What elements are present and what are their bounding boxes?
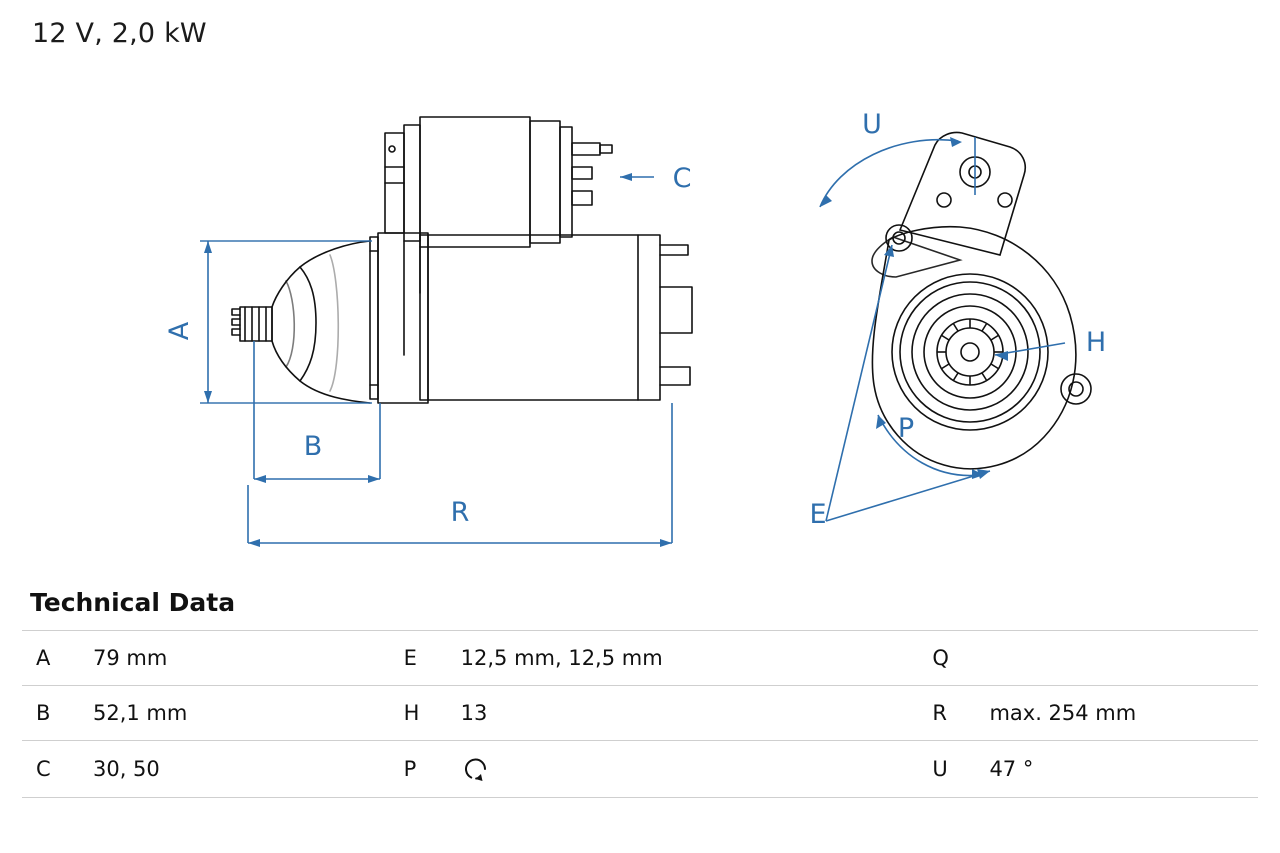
table-row <box>22 741 1258 798</box>
dimension-label-a: A <box>164 321 195 341</box>
row-key-a: A <box>22 631 79 686</box>
row-key-r: R <box>918 686 975 741</box>
row-key-q: Q <box>918 631 975 686</box>
row-value-a: 79 mm <box>79 631 390 686</box>
dimension-label-p: P <box>897 413 915 444</box>
row-key-c: C <box>22 741 79 798</box>
end-view-annotations <box>809 109 1106 530</box>
table-row <box>22 686 1258 741</box>
rotation-direction-icon <box>461 754 491 784</box>
dimension-label-r: R <box>450 497 470 528</box>
row-value-p <box>447 741 919 798</box>
dimension-label-e: E <box>809 499 827 530</box>
dimension-label-b: B <box>303 431 323 462</box>
dimension-label-u: U <box>862 109 882 140</box>
row-key-p: P <box>390 741 447 798</box>
dimension-label-h: H <box>1085 327 1107 358</box>
row-value-q <box>975 631 1258 686</box>
technical-data-table <box>22 630 1258 798</box>
technical-drawing <box>0 55 1280 575</box>
dimension-label-c: C <box>672 163 692 194</box>
technical-data-heading: Technical Data <box>30 588 236 617</box>
row-value-e: 12,5 mm, 12,5 mm <box>447 631 919 686</box>
page-title: 12 V, 2,0 kW <box>32 18 207 49</box>
row-key-e: E <box>390 631 447 686</box>
row-value-r: max. 254 mm <box>975 686 1258 741</box>
side-view-drawing <box>232 117 692 403</box>
row-value-b: 52,1 mm <box>79 686 390 741</box>
row-key-u: U <box>918 741 975 798</box>
row-key-h: H <box>390 686 447 741</box>
row-value-h: 13 <box>447 686 919 741</box>
row-value-c: 30, 50 <box>79 741 390 798</box>
table-row <box>22 631 1258 686</box>
row-value-u: 47 ° <box>975 741 1258 798</box>
row-key-b: B <box>22 686 79 741</box>
